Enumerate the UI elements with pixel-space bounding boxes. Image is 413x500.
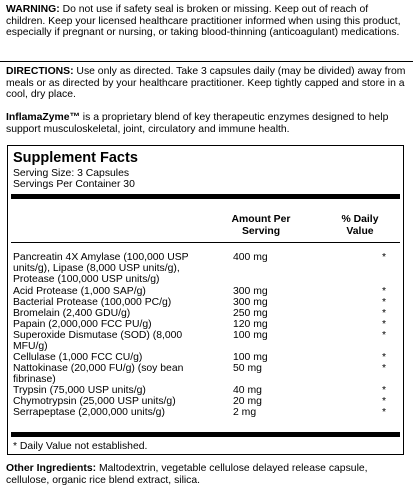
ingredient-name: Bacterial Protease (100,000 PC/g) bbox=[13, 297, 172, 308]
thin-rule bbox=[11, 242, 400, 243]
other-ingredients-text: Maltodextrin, vegetable cellulose delayed release capsule, cellulose, organic rice blend extract, silica. bbox=[6, 463, 368, 486]
ingredient-amount: 40 mg bbox=[233, 385, 262, 396]
thick-rule bbox=[11, 194, 400, 199]
ingredient-amount: 50 mg bbox=[233, 363, 262, 374]
thick-rule bbox=[11, 432, 400, 437]
ingredient-daily-value: * bbox=[382, 297, 387, 308]
ingredient-daily-value: * bbox=[382, 352, 387, 363]
ingredient-daily-value: * bbox=[382, 319, 387, 330]
amount-per-serving-header: Amount Per Serving bbox=[231, 214, 291, 237]
ingredient-name: Papain (2,000,000 FCC PU/g) bbox=[13, 319, 152, 330]
divider bbox=[0, 61, 413, 62]
serving-size: Serving Size: 3 Capsules bbox=[13, 168, 130, 179]
ingredient-amount: 400 mg bbox=[233, 252, 268, 263]
ingredient-name: Pancreatin 4X Amylase (100,000 USP units/g), Lipase (8,000 USP units/g), Protease (100,000 USP units/g) bbox=[13, 252, 189, 285]
ingredient-daily-value: * bbox=[382, 308, 387, 319]
ingredient-name: Chymotrypsin (25,000 USP units/g) bbox=[13, 396, 176, 407]
ingredient-name: Acid Protease (1,000 SAP/g) bbox=[13, 286, 146, 297]
ingredient-amount: 300 mg bbox=[233, 286, 268, 297]
warning-paragraph bbox=[6, 4, 408, 39]
directions-text: Use only as directed. Take 3 capsules daily (may be divided) away from meals or as directed by your healthcare practitioner. Keep tightly capped and store in a cool, dry place. bbox=[6, 66, 406, 101]
facts-title: Supplement Facts bbox=[13, 150, 138, 166]
warning-text: Do not use if safety seal is broken or missing. Keep out of reach of children. Keep your licensed healthcare practitioner informed when using this product, especially if pregnant or nursing, or taking blood-thinning (anticoagulant) medications. bbox=[6, 4, 401, 39]
ingredient-daily-value: * bbox=[382, 252, 387, 263]
ingredient-name: Serrapeptase (2,000,000 units/g) bbox=[13, 407, 165, 418]
ingredient-amount: 2 mg bbox=[233, 407, 257, 418]
description-paragraph bbox=[6, 112, 408, 135]
other-ingredients-paragraph bbox=[6, 463, 408, 486]
ingredient-amount: 100 mg bbox=[233, 352, 268, 363]
warning-label: WARNING: bbox=[6, 4, 60, 15]
daily-value-header: % Daily Value bbox=[341, 214, 379, 237]
ingredient-name: Nattokinase (20,000 FU/g) (soy bean fibrinase) bbox=[13, 363, 184, 385]
ingredient-name: Bromelain (2,400 GDU/g) bbox=[13, 308, 131, 319]
ingredient-amount: 300 mg bbox=[233, 297, 268, 308]
ingredient-amount: 250 mg bbox=[233, 308, 268, 319]
ingredient-daily-value: * bbox=[382, 286, 387, 297]
ingredient-daily-value: * bbox=[382, 407, 387, 418]
description-text: is a proprietary blend of key therapeutic enzymes designed to help support musculoskeletal, joint, circulatory and immune health. bbox=[6, 112, 389, 135]
directions-paragraph bbox=[6, 66, 408, 101]
ingredient-amount: 120 mg bbox=[233, 319, 268, 330]
other-ingredients-label: Other Ingredients: bbox=[6, 463, 97, 474]
directions-label: DIRECTIONS: bbox=[6, 66, 74, 77]
ingredient-name: Trypsin (75,000 USP units/g) bbox=[13, 385, 146, 396]
ingredient-daily-value: * bbox=[382, 330, 387, 341]
ingredient-amount: 100 mg bbox=[233, 330, 268, 341]
ingredient-daily-value: * bbox=[382, 396, 387, 407]
ingredient-daily-value: * bbox=[382, 363, 387, 374]
supplement-facts-panel bbox=[7, 145, 404, 455]
servings-per-container: Servings Per Container 30 bbox=[13, 179, 135, 190]
ingredient-name: Cellulase (1,000 FCC CU/g) bbox=[13, 352, 143, 363]
ingredient-amount: 20 mg bbox=[233, 396, 262, 407]
ingredient-name: Superoxide Dismutase (SOD) (8,000 MFU/g) bbox=[13, 330, 183, 352]
ingredient-daily-value: * bbox=[382, 385, 387, 396]
brand-name: InflamaZyme™ bbox=[6, 112, 80, 123]
footnote: * Daily Value not established. bbox=[13, 441, 148, 452]
